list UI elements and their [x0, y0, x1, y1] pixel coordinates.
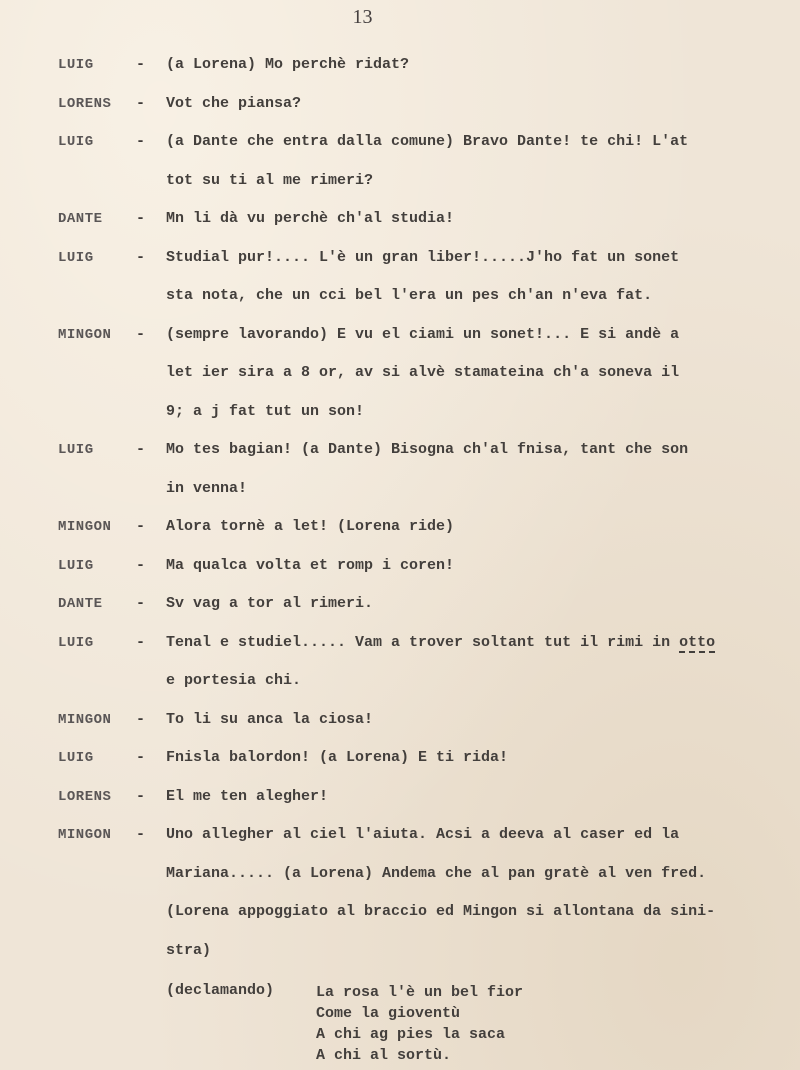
- speaker-name: MINGON: [58, 711, 112, 728]
- dialogue-line: [0, 701, 800, 740]
- verse-line: A chi al sortù.: [316, 1047, 452, 1064]
- dialogue-line: [0, 85, 800, 124]
- speaker-dash: -: [136, 248, 146, 266]
- speaker-name: LORENS: [58, 95, 112, 112]
- dialogue-text: tot su ti al me rimeri?: [166, 171, 374, 189]
- dialogue-continuation: [0, 855, 800, 894]
- dialogue-text: in venna!: [166, 479, 248, 497]
- speaker-dash: -: [136, 94, 146, 112]
- stage-direction: [0, 893, 800, 932]
- dialogue-line: [0, 239, 800, 278]
- speaker-dash: -: [136, 56, 146, 73]
- dialogue-text: Sv vag a tor al rimeri.: [166, 595, 374, 612]
- speaker-name: LUIG: [58, 249, 94, 266]
- dialogue-text: (a Lorena) Mo perchè ridat?: [166, 56, 410, 73]
- speaker-name: LORENS: [58, 788, 112, 805]
- dialogue-text: Studial pur!.... L'è un gran liber!.....J'ho fat un sonet: [166, 248, 680, 266]
- speaker-name: LUIG: [58, 557, 94, 574]
- dialogue-text: [166, 624, 715, 663]
- speaker-dash: -: [136, 787, 146, 805]
- verse-line: La rosa l'è un bel fior: [316, 984, 524, 1001]
- dialogue-line: [0, 123, 800, 162]
- speaker-name: LUIG: [58, 750, 94, 766]
- speaker-name: LUIG: [58, 442, 94, 458]
- dialogue-text-main: Tenal e studiel..... Vam a trover soltant tut il rimi in: [166, 633, 680, 651]
- dialogue-text: (sempre lavorando) E vu el ciami un sonet!... E si andè a: [166, 325, 680, 343]
- dialogue-text: Mariana..... (a Lorena) Andema che al pan gratè al ven fred.: [166, 864, 707, 882]
- dialogue-line: [0, 46, 800, 85]
- dialogue-continuation: [0, 470, 800, 509]
- dialogue-text: sta nota, che un cci bel l'era un pes ch'an n'eva fat.: [166, 287, 653, 304]
- dialogue-line: [0, 547, 800, 586]
- dialogue-line: [0, 316, 800, 355]
- dialogue-line: [0, 816, 800, 855]
- dialogue-text: e portesia chi.: [166, 672, 302, 689]
- dialogue-line: [0, 585, 800, 624]
- dialogue-text: Mo tes bagian! (a Dante) Bisogna ch'al fnisa, tant che son: [166, 441, 689, 458]
- dialogue-continuation: [0, 162, 800, 201]
- dialogue-text: Mn li dà vu perchè ch'al studia!: [166, 210, 455, 227]
- speaker-name: LUIG: [58, 134, 94, 150]
- speaker-dash: -: [136, 441, 146, 458]
- speaker-name: DANTE: [58, 211, 103, 227]
- dialogue-text: (a Dante che entra dalla comune) Bravo Dante! te chi! L'at: [166, 133, 689, 150]
- dialogue-text: Fnisla balordon! (a Lorena) E ti rida!: [166, 749, 509, 766]
- dialogue-block: [0, 46, 800, 970]
- speaker-dash: -: [136, 749, 146, 766]
- speaker-dash: -: [136, 826, 146, 843]
- verse-line: Come la gioventù: [316, 1005, 461, 1022]
- dialogue-line: [0, 431, 800, 470]
- speaker-dash: -: [136, 133, 146, 150]
- page-number: 13: [352, 6, 373, 28]
- dialogue-line: [0, 508, 800, 547]
- verse-lines: [316, 982, 523, 1066]
- speaker-dash: -: [136, 518, 146, 535]
- verse-line: A chi ag pies la saca: [316, 1026, 506, 1043]
- dialogue-line: [0, 200, 800, 239]
- speaker-dash: -: [136, 556, 146, 574]
- dialogue-text: Alora tornè a let! (Lorena ride): [166, 518, 455, 535]
- stage-direction: [0, 932, 800, 971]
- dialogue-text: stra): [166, 941, 212, 959]
- dialogue-line: [0, 778, 800, 817]
- dialogue-text: let ier sira a 8 or, av si alvè stamateina ch'a soneva il: [166, 364, 680, 381]
- dialogue-text: Vot che piansa?: [166, 94, 302, 112]
- speaker-name: MINGON: [58, 827, 112, 843]
- dialogue-text: El me ten alegher!: [166, 787, 329, 805]
- speaker-dash: -: [136, 633, 146, 651]
- speaker-dash: -: [136, 595, 146, 612]
- dialogue-continuation: [0, 393, 800, 432]
- dialogue-line: [0, 739, 800, 778]
- verse-stage-direction: (declamando): [166, 982, 275, 999]
- dialogue-continuation: [0, 277, 800, 316]
- speaker-name: DANTE: [58, 596, 103, 612]
- dialogue-text: To li su anca la ciosa!: [166, 710, 374, 728]
- speaker-dash: -: [136, 710, 146, 728]
- speaker-dash: -: [136, 210, 146, 227]
- dialogue-text: 9; a j fat tut un son!: [166, 402, 365, 420]
- speaker-name: MINGON: [58, 326, 112, 343]
- dialogue-text: (Lorena appoggiato al braccio ed Mingon si allontana da sini-: [166, 903, 716, 920]
- speaker-name: LUIG: [58, 57, 94, 73]
- speaker-dash: -: [136, 325, 146, 343]
- dialogue-continuation: [0, 354, 800, 393]
- dialogue-continuation: [0, 662, 800, 701]
- dialogue-text: Uno allegher al ciel l'aiuta. Acsi a deeva al caser ed la: [166, 826, 680, 843]
- speaker-name: MINGON: [58, 519, 112, 535]
- dialogue-text: Ma qualca volta et romp i coren!: [166, 556, 455, 574]
- dialogue-line: [0, 624, 800, 663]
- speaker-name: LUIG: [58, 634, 94, 651]
- underlined-word: otto: [679, 633, 716, 651]
